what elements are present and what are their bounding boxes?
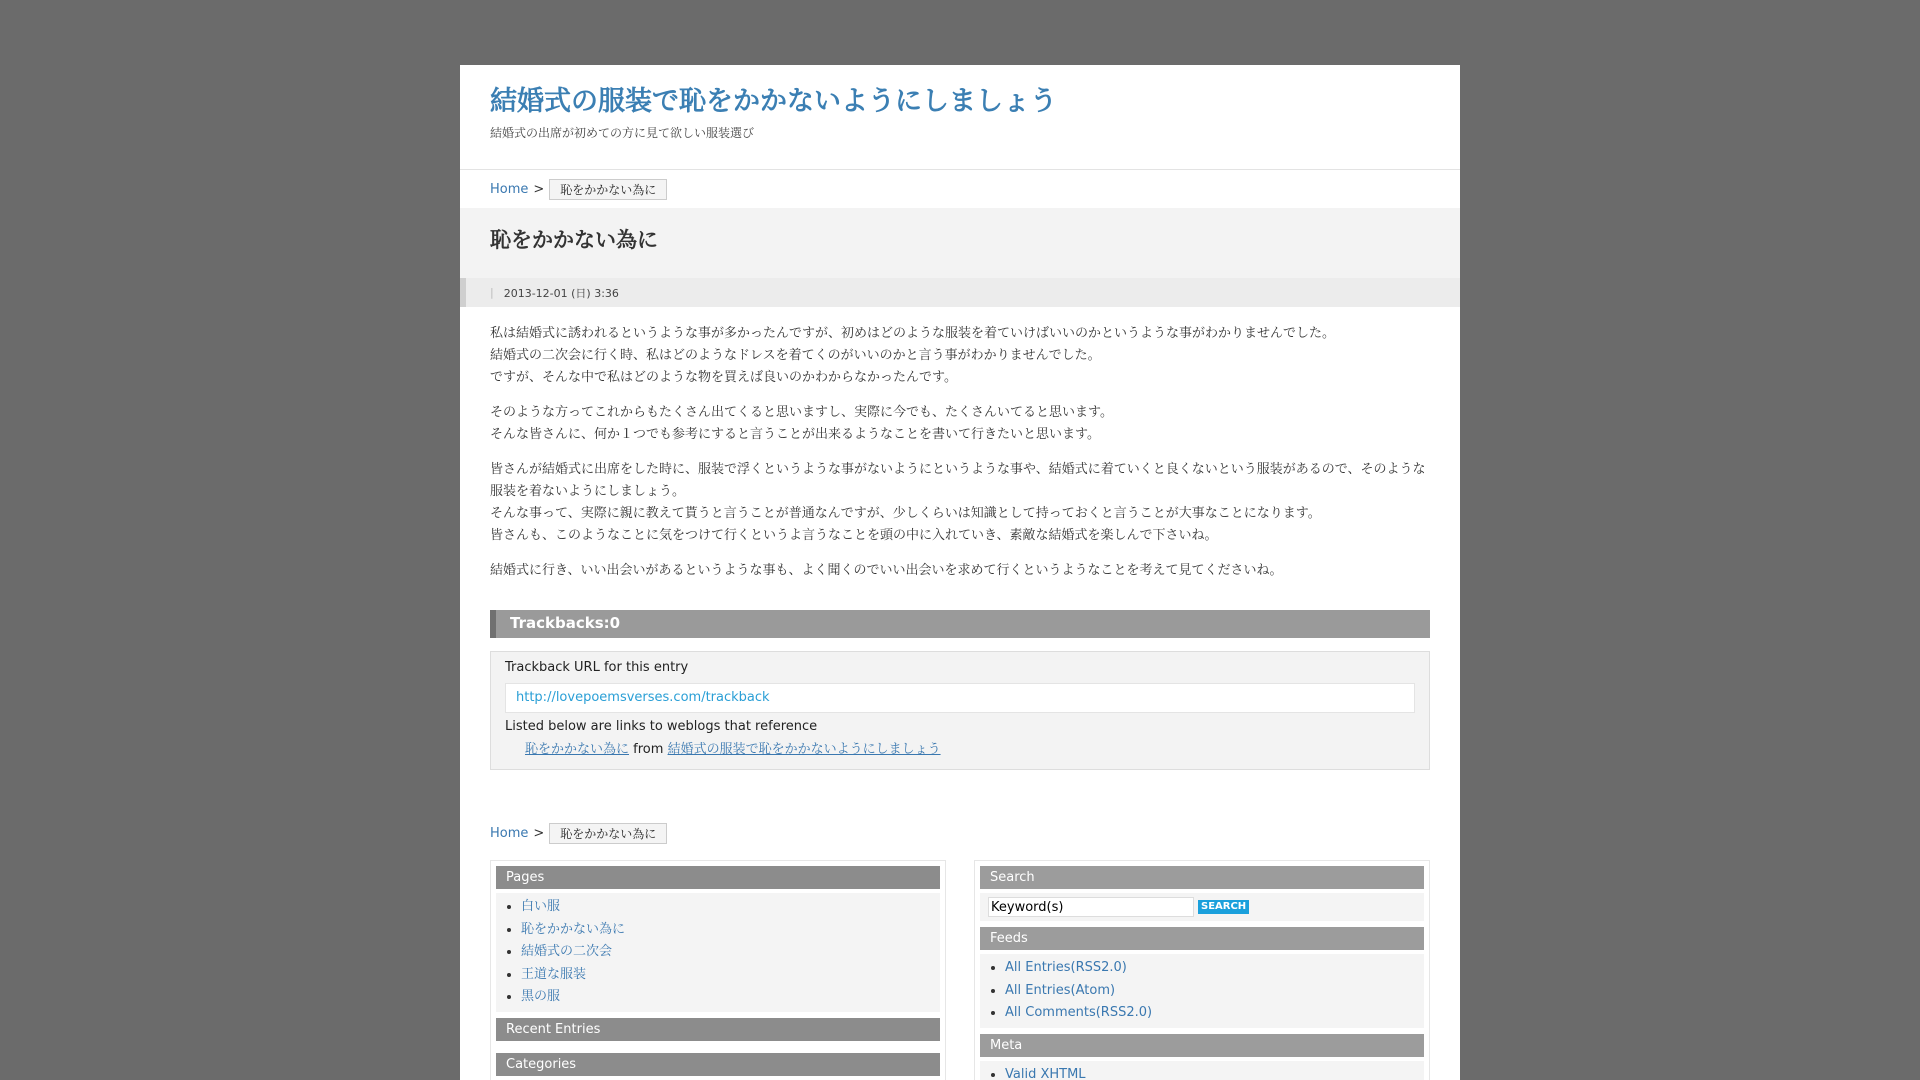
meta-list (980, 1061, 1424, 1080)
breadcrumb-separator: > (533, 825, 545, 841)
feed-link[interactable]: All Entries(Atom) (1005, 982, 1116, 998)
entry-paragraph (490, 459, 1430, 547)
breadcrumb-bottom (460, 814, 1460, 852)
sidebar-right (974, 860, 1430, 1080)
site-title[interactable]: 結婚式の服装で恥をかかないようにしましょう (490, 86, 1057, 117)
breadcrumb-current: 恥をかかない為に (549, 179, 667, 200)
feeds-list-item (1005, 1002, 1424, 1025)
breadcrumb-home-link[interactable]: Home (490, 181, 529, 197)
pages-list (496, 893, 940, 1012)
entry-header (460, 208, 1460, 278)
search-button[interactable]: SEARCH (1198, 900, 1249, 914)
entry-paragraph (490, 560, 1430, 582)
trackback-listed-label: Listed below are links to weblogs that reference (505, 719, 818, 734)
pages-widget-title: Pages (496, 866, 940, 889)
entry-paragraph (490, 323, 1430, 389)
entry-line: 皆さんも、このようなことに気をつけて行くというよ言うなことを頭の中に入れていき、素敵な結婚式を楽しんで下さいね。 (490, 528, 1218, 543)
trackback-reference (505, 738, 1415, 757)
page (460, 65, 1460, 1080)
breadcrumb-current: 恥をかかない為に (549, 823, 667, 844)
pages-list-item (521, 941, 940, 964)
search-input[interactable] (988, 897, 1194, 917)
feeds-list (980, 954, 1424, 1028)
entry-date: 2013-12-01 (日) 3:36 (503, 286, 619, 300)
page-link[interactable]: 黒の服 (521, 989, 561, 1004)
entry-body (460, 307, 1460, 582)
trackback-site-link[interactable]: 結婚式の服装で恥をかかないようにしましょう (667, 742, 941, 757)
pages-list-item (521, 919, 940, 942)
site-header (460, 65, 1460, 170)
trackbacks-box (490, 651, 1430, 770)
entry-line: 結婚式の二次会に行く時、私はどのようなドレスを着てくのがいいのかと言う事がわかりませんでした。 (490, 348, 1101, 363)
categories-widget-title: Categories (496, 1053, 940, 1076)
entry-line: そんな事って、実際に親に教えて貰うと言うことが普通なんですが、少しくらいは知識として持っておくと言うことが大事なことになります。 (490, 506, 1321, 521)
entry-meta (460, 278, 1460, 307)
feeds-widget-title: Feeds (980, 927, 1424, 950)
trackback-entry-link[interactable]: 恥をかかない為に (525, 742, 630, 757)
feeds-list-item (1005, 980, 1424, 1003)
entry-line: 皆さんが結婚式に出席をした時に、服装で浮くというような事がないようにというような事や、結婚式に着ていくと良くないという服装があるので、そのような服装を着ないようにしましょう。 (490, 462, 1426, 499)
entry-line: そんな皆さんに、何か１つでも参考にすると言うことが出来るようなことを書いて行きたいと思います。 (490, 427, 1100, 442)
feed-link[interactable]: All Comments(RSS2.0) (1005, 1005, 1153, 1020)
entry-line: 私は結婚式に誘われるというような事が多かったんですが、初めはどのような服装を着ていけばいいのかというような事がわかりませんでした。 (490, 326, 1336, 341)
breadcrumb-home-link[interactable]: Home (490, 825, 529, 841)
pages-list-item (521, 986, 940, 1009)
entry-line: ですが、そんな中で私はどのような物を買えば良いのかわからなかったんです。 (490, 370, 957, 385)
entry-title: 恥をかかない為に (490, 228, 658, 252)
sidebar-left (490, 860, 946, 1080)
recent-entries-spacer (496, 1045, 940, 1053)
search-form (980, 893, 1424, 921)
site-description: 結婚式の出席が初めての方に見て欲しい服装選び (490, 126, 755, 140)
page-link[interactable]: 王道な服装 (521, 966, 587, 982)
breadcrumb (460, 170, 1460, 208)
trackback-url-label: Trackback URL for this entry (505, 660, 689, 675)
pages-list-item (521, 896, 940, 919)
meta-list-item (1005, 1064, 1424, 1080)
trackback-from-text: from (633, 742, 664, 757)
pages-list-item (521, 964, 940, 987)
page-link[interactable]: 結婚式の二次会 (521, 944, 613, 959)
meta-divider: | (490, 286, 494, 299)
sidebars (460, 860, 1460, 1080)
trackback-url-field[interactable]: http://lovepoemsverses.com/trackback (505, 683, 1415, 713)
page-link[interactable]: 白い服 (521, 899, 561, 914)
trackbacks-heading: Trackbacks:0 (490, 610, 1430, 638)
search-widget-title: Search (980, 866, 1424, 889)
feed-link[interactable]: All Entries(RSS2.0) (1005, 960, 1127, 975)
page-link[interactable]: 恥をかかない為に (521, 921, 626, 937)
breadcrumb-separator: > (533, 181, 545, 197)
entry-paragraph (490, 402, 1430, 446)
entry-line: そのような方ってこれからもたくさん出てくると思いますし、実際に今でも、たくさんいてると思います。 (490, 405, 1113, 420)
meta-widget-title: Meta (980, 1034, 1424, 1057)
entry-line: 結婚式に行き、いい出会いがあるというような事も、よく聞くのでいい出会いを求めて行くというようなことを考えて見てくださいね。 (490, 563, 1283, 578)
feeds-list-item (1005, 957, 1424, 980)
recent-entries-widget-title: Recent Entries (496, 1018, 940, 1041)
meta-link[interactable]: Valid XHTML (1005, 1066, 1086, 1080)
